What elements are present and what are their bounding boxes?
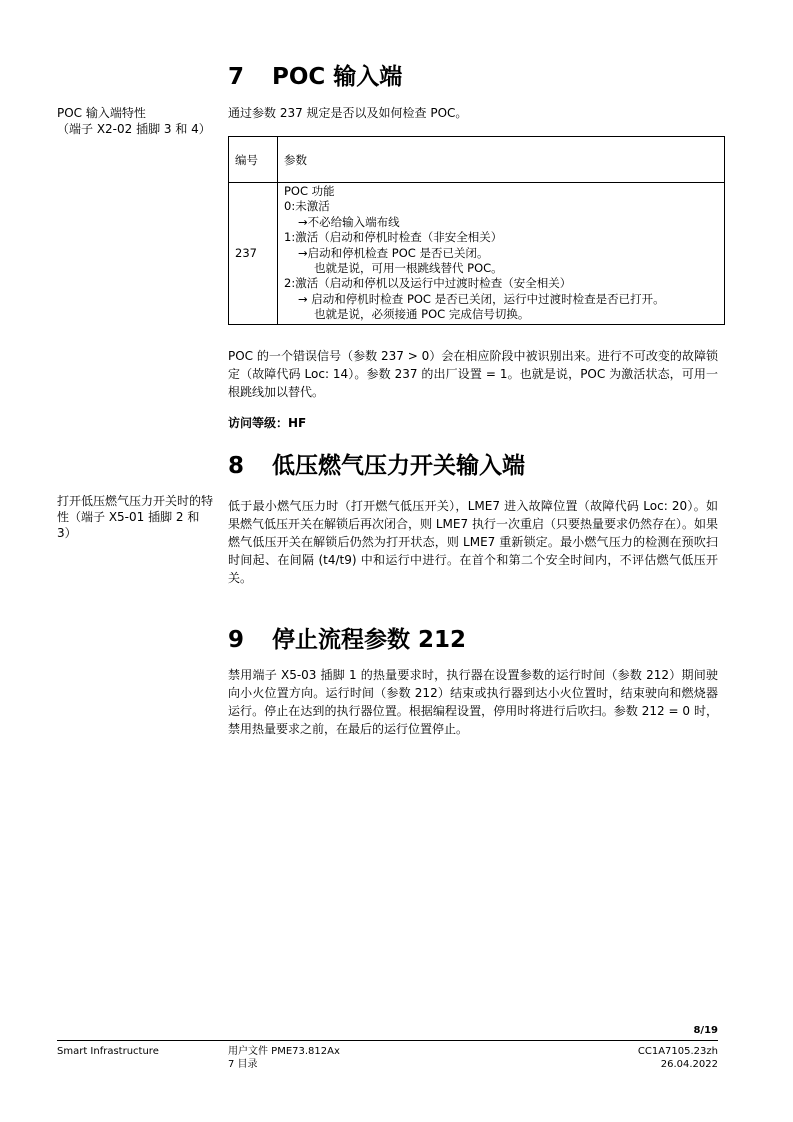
side-label-line-1: POC 输入端特性 — [57, 106, 146, 120]
param-line: 也就是说，必须接通 POC 完成信号切换。 — [314, 307, 530, 322]
section-8-body: 低于最小燃气压力时（打开燃气低压开关），LME7 进入故障位置（故障代码 Loc: 20）。如果燃气低压开关在解锁后再次闭合，则 LME7 执行一次重启（只要热量要求仍然存在）。如果燃气低压开关在解锁后仍然为打开状态，则 LME7 重新锁定。最小燃气压力的检测在预吹扫时间起、在间隔 (t4/t9) 中和运行中进行。在首个和第二个安全时间内，不评估燃气低压开关。 — [228, 499, 718, 585]
param-line: 0:未激活 — [284, 199, 330, 214]
section-7-intro: 通过参数 237 规定是否以及如何检查 POC。 — [228, 106, 468, 120]
parameter-table — [228, 136, 725, 325]
section-9-body: 禁用端子 X5-03 插脚 1 的热量要求时，执行器在设置参数的运行时间（参数 212）期间驶向小火位置方向。运行时间（参数 212）结束或执行器到达小火位置时，结束驶向和燃烧器运行。停止在达到的执行器位置。根据编程设置，停用时将进行后吹扫。参数 212 = 0 时，禁用热量要求之前，在最后的运行位置停止。 — [228, 668, 718, 736]
footer-chapter: 7 目录 — [228, 1059, 258, 1070]
param-line: POC 功能 — [284, 184, 335, 198]
footer-doc-number: CC1A7105.23zh — [637, 1046, 718, 1057]
param-line: →不必给输入端布线 — [298, 214, 400, 229]
section-8-number: 8 — [228, 453, 245, 479]
footer-date: 26.04.2022 — [660, 1059, 718, 1070]
table-header-row — [229, 137, 725, 183]
section-9-title: 停止流程参数 212 — [272, 627, 467, 653]
table-cell-parameter — [278, 183, 725, 325]
param-line: → 启动和停机时检查 POC 是否已关闭，运行中过渡时检查是否已打开。 — [298, 291, 665, 306]
table-header-code: 编号 — [229, 137, 278, 183]
footer-doc-title: 用户文件 PME73.812Ax — [228, 1046, 340, 1057]
section-9-heading — [228, 621, 466, 654]
section-7-heading — [228, 58, 402, 91]
footer-right — [638, 1045, 718, 1071]
section-8-heading — [228, 447, 525, 480]
section-7-number: 7 — [228, 64, 245, 90]
footer-divider — [57, 1040, 718, 1041]
table-row — [229, 183, 725, 325]
param-line: 1:激活（启动和停机时检查（非安全相关） — [284, 230, 503, 245]
page-number: 8/19 — [693, 1025, 718, 1036]
param-line: →启动和停机检查 POC 是否已关闭。 — [298, 245, 489, 260]
section-9-number: 9 — [228, 627, 245, 653]
param-line: 也就是说，可用一根跳线替代 POC。 — [314, 261, 503, 276]
footer-doc-info — [228, 1045, 340, 1071]
section-7-side-label — [57, 105, 217, 137]
section-7-after-text: POC 的一个错误信号（参数 237 > 0）会在相应阶段中被识别出来。进行不可改变的故障锁定（故障代码 Loc: 14）。参数 237 的出厂设置 = 1。也就是说，POC 为激活状态，可用一根跳线加以替代。 — [228, 349, 718, 399]
access-level: 访问等级：HF — [228, 416, 307, 430]
side-label-line-2: （端子 X2-02 插脚 3 和 4） — [57, 122, 211, 136]
section-8-side-label: 打开低压燃气压力开关时的特性（端子 X5-01 插脚 2 和 3） — [57, 494, 214, 540]
param-line: 2:激活（启动和停机以及运行中过渡时检查（安全相关） — [284, 276, 572, 291]
section-7-title: POC 输入端 — [272, 64, 403, 90]
table-header-parameter: 参数 — [278, 137, 725, 183]
section-8-title: 低压燃气压力开关输入端 — [272, 453, 525, 479]
footer-company: Smart Infrastructure — [57, 1046, 159, 1057]
table-cell-code: 237 — [229, 183, 278, 325]
